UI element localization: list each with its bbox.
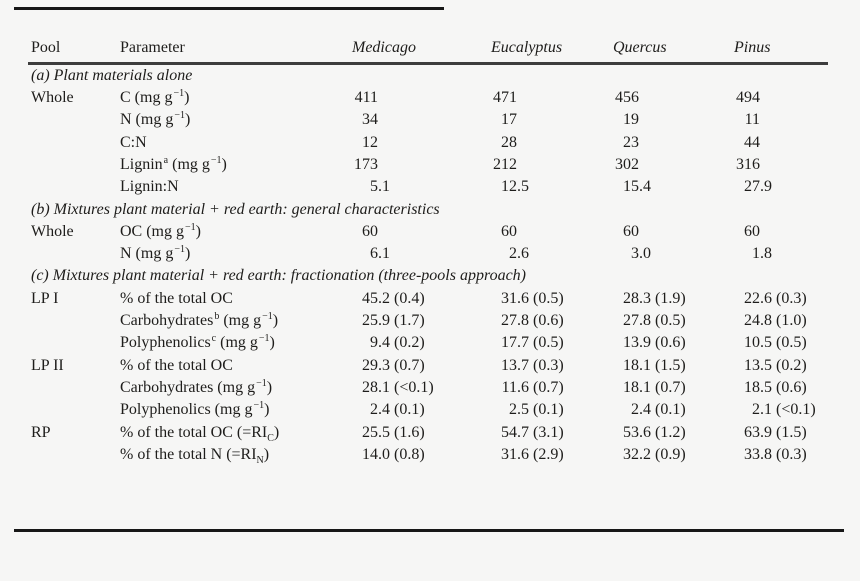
parameter-cell: C (mg $g^{-1}$)	[120, 87, 190, 107]
table-row	[0, 154, 860, 176]
section-title-row	[0, 265, 860, 287]
value-cell: 31.6 (0.5)	[501, 289, 564, 307]
value-cell: 31.6 (2.9)	[501, 445, 564, 463]
data-table	[0, 37, 860, 466]
value-cell: 12	[362, 133, 378, 151]
table-body	[0, 65, 860, 466]
pool-cell: Whole	[31, 222, 74, 240]
value-cell: 9.4 (0.2)	[370, 334, 425, 352]
value-cell: 23	[623, 133, 639, 151]
table-row	[0, 221, 860, 243]
parameter-cell: N (mg $g^{-1}$)	[120, 243, 191, 263]
value-cell: 25.9 (1.7)	[362, 312, 425, 330]
value-cell: 302	[615, 155, 639, 173]
value-cell: 25.5 (1.6)	[362, 423, 425, 441]
value-cell: 13.9 (0.6)	[623, 334, 686, 352]
column-header-medicago: Medicago	[352, 39, 416, 56]
value-cell: 18.1 (0.7)	[623, 378, 686, 396]
column-header-eucalyptus: Eucalyptus	[491, 39, 563, 56]
parameter-cell: % of the total N $(=RI_N)$	[120, 445, 270, 467]
value-cell: 13.7 (0.3)	[501, 356, 564, 374]
parameter-cell: % of the total OC	[120, 356, 233, 374]
table-row	[0, 310, 860, 332]
value-cell: 19	[623, 111, 639, 129]
parameter-cell: C:N	[120, 133, 147, 151]
value-cell: 29.3 (0.7)	[362, 356, 425, 374]
table-section	[0, 199, 860, 266]
value-cell: 2.4 (0.1)	[370, 401, 425, 419]
table-row	[0, 444, 860, 466]
value-cell: 2.5 (0.1)	[509, 401, 564, 419]
value-cell: 17	[501, 111, 517, 129]
pool-cell: Whole	[31, 89, 74, 107]
table-row	[0, 176, 860, 198]
value-cell: 44	[744, 133, 760, 151]
table-row	[0, 422, 860, 444]
table-row	[0, 87, 860, 109]
parameter-cell: Carbohydrates$^b$ (mg $g^{-1}$)	[120, 310, 279, 330]
parameter-cell: Carbohydrates (mg $g^{-1}$)	[120, 377, 273, 396]
value-cell: 1.8	[752, 245, 772, 263]
value-cell: 212	[493, 155, 517, 173]
value-cell: 471	[493, 89, 517, 107]
value-cell: 18.5 (0.6)	[744, 378, 807, 396]
value-cell: 2.4 (0.1)	[631, 401, 686, 419]
table-row	[0, 332, 860, 354]
value-cell: 173	[354, 155, 378, 173]
value-cell: 54.7 (3.1)	[501, 423, 564, 441]
value-cell: 316	[736, 155, 760, 173]
value-cell: 60	[362, 222, 378, 240]
pool-cell: LP II	[31, 356, 64, 374]
value-cell: 494	[736, 89, 760, 107]
section-title: (c) Mixtures plant material + red earth: fractionation (three-pools approach)	[31, 267, 527, 285]
value-cell: 60	[744, 222, 760, 240]
value-cell: 5.1	[370, 178, 390, 196]
parameter-cell: OC (mg $g^{-1}$)	[120, 221, 201, 240]
value-cell: 27.8 (0.6)	[501, 312, 564, 330]
value-cell: 53.6 (1.2)	[623, 423, 686, 441]
parameter-cell: N (mg $g^{-1}$)	[120, 110, 191, 129]
section-title: (a) Plant materials alone	[31, 66, 193, 84]
value-cell: 63.9 (1.5)	[744, 423, 807, 441]
column-header-quercus: Quercus	[613, 39, 667, 56]
value-cell: 22.6 (0.3)	[744, 289, 807, 307]
value-cell: 456	[615, 89, 639, 107]
value-cell: 2.1 (<0.1)	[752, 401, 816, 419]
table-row	[0, 109, 860, 131]
value-cell: 45.2 (0.4)	[362, 289, 425, 307]
value-cell: 411	[354, 89, 378, 107]
section-title: (b) Mixtures plant material + red earth: general characteristics	[31, 200, 440, 218]
value-cell: 27.9	[744, 178, 772, 196]
section-title-row	[0, 199, 860, 221]
parameter-cell: % of the total OC $(=RI_C)$	[120, 423, 280, 444]
value-cell: 24.8 (1.0)	[744, 312, 807, 330]
value-cell: 60	[623, 222, 639, 240]
pool-cell: RP	[31, 423, 51, 441]
value-cell: 6.1	[370, 245, 390, 263]
value-cell: 60	[501, 222, 517, 240]
value-cell: 11.6 (0.7)	[501, 378, 564, 396]
parameter-cell: Polyphenolics$^c$ (mg $g^{-1}$)	[120, 333, 275, 352]
value-cell: 18.1 (1.5)	[623, 356, 686, 374]
value-cell: 2.6	[509, 245, 529, 263]
column-header-parameter: Parameter	[120, 39, 185, 56]
value-cell: 28.3 (1.9)	[623, 289, 686, 307]
value-cell: 32.2 (0.9)	[623, 445, 686, 463]
table-row	[0, 377, 860, 399]
value-cell: 3.0	[631, 245, 651, 263]
column-header-pinus: Pinus	[734, 39, 771, 56]
bottom-rule	[14, 529, 844, 532]
table-section	[0, 265, 860, 466]
value-cell: 28.1 (<0.1)	[362, 378, 434, 396]
table-row	[0, 243, 860, 265]
value-cell: 28	[501, 133, 517, 151]
value-cell: 33.8 (0.3)	[744, 445, 807, 463]
column-header-pool: Pool	[31, 39, 61, 56]
table-section	[0, 65, 860, 199]
pool-cell: LP I	[31, 289, 59, 307]
parameter-cell: % of the total OC	[120, 289, 233, 307]
value-cell: 27.8 (0.5)	[623, 312, 686, 330]
parameter-cell: Lignin:N	[120, 178, 179, 196]
value-cell: 11	[744, 111, 760, 129]
value-cell: 13.5 (0.2)	[744, 356, 807, 374]
parameter-cell: Lignin$^a$ (mg $g^{-1}$)	[120, 154, 227, 173]
table-header-row	[0, 37, 860, 59]
value-cell: 15.4	[623, 178, 651, 196]
top-rule	[14, 7, 444, 10]
value-cell: 12.5	[501, 178, 529, 196]
section-title-row	[0, 65, 860, 87]
table-row	[0, 132, 860, 154]
value-cell: 10.5 (0.5)	[744, 334, 807, 352]
value-cell: 17.7 (0.5)	[501, 334, 564, 352]
parameter-cell: Polyphenolics (mg $g^{-1}$)	[120, 399, 270, 419]
table-row	[0, 288, 860, 310]
table-row	[0, 399, 860, 421]
value-cell: 14.0 (0.8)	[362, 445, 425, 463]
value-cell: 34	[362, 111, 378, 129]
table-row	[0, 355, 860, 377]
